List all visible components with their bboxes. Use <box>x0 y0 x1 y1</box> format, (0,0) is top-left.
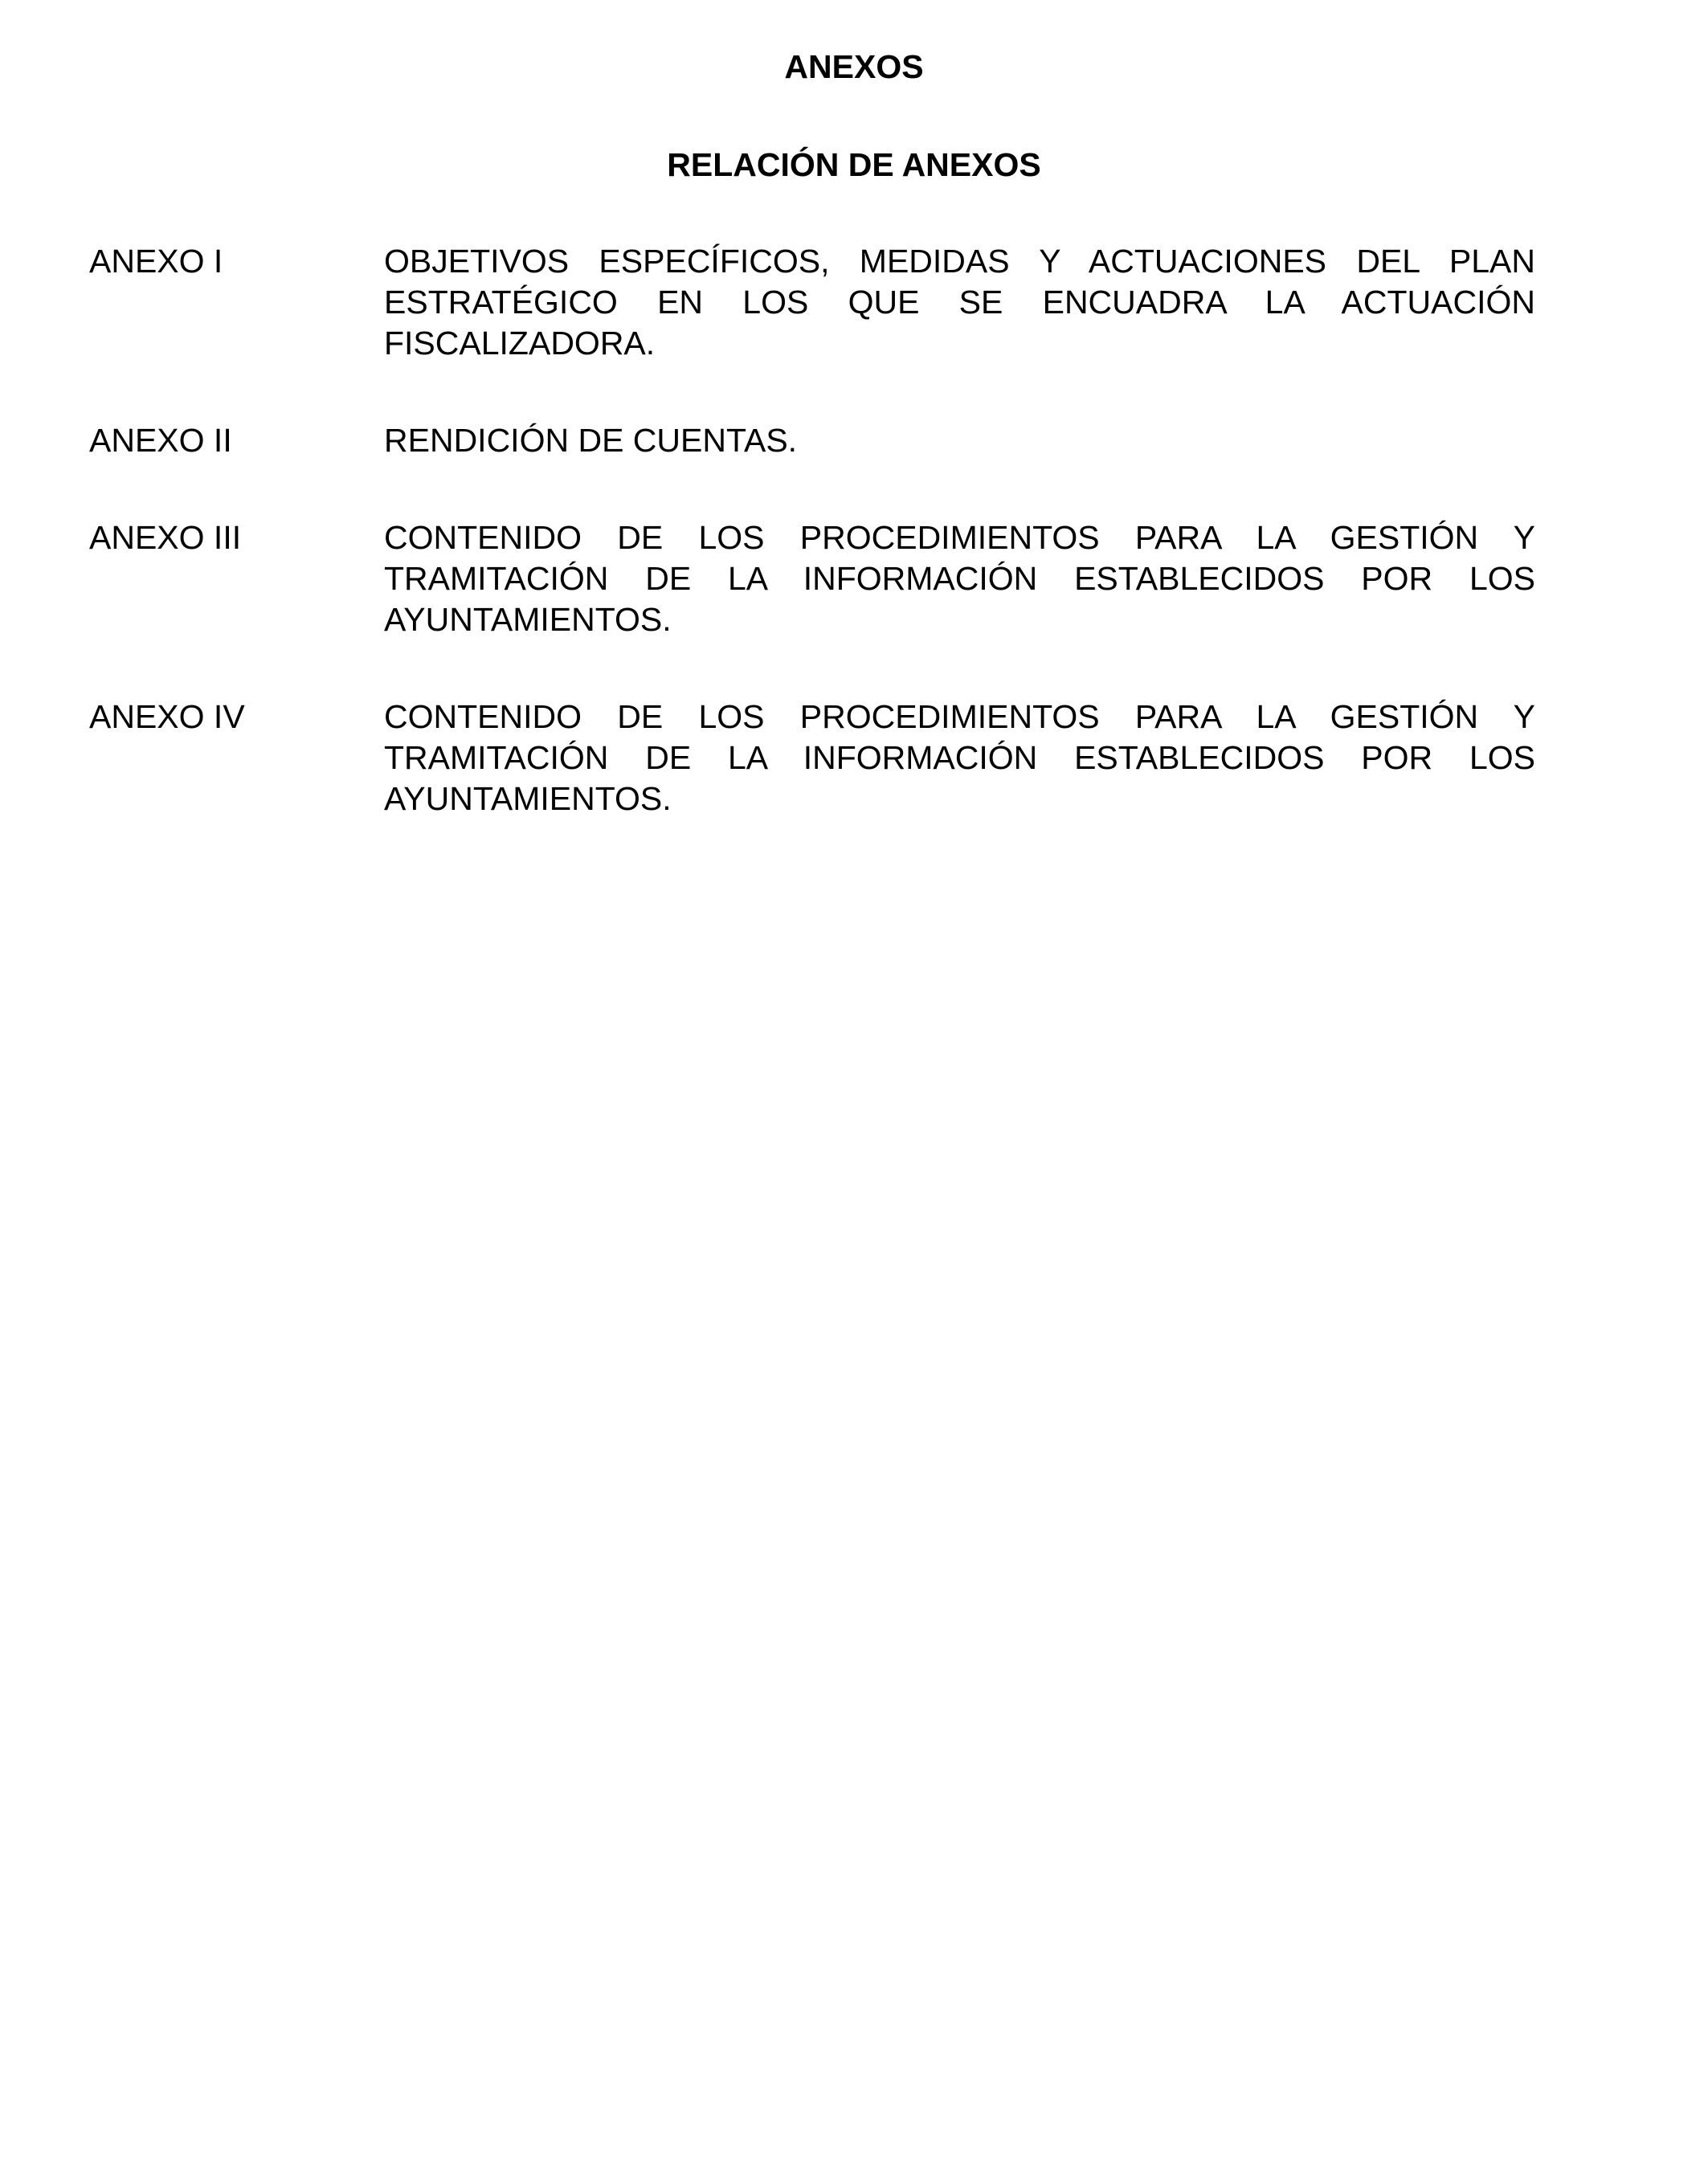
annex-list <box>89 241 1535 876</box>
annex-description: OBJETIVOS ESPECÍFICOS, MEDIDAS Y ACTUACIONES DEL PLAN ESTRATÉGICO EN LOS QUE SE ENCUADRA LA ACTUACIÓN FISCALIZADORA. <box>384 243 1535 362</box>
annex-label: ANEXO IV <box>89 698 245 735</box>
annex-item-3 <box>89 517 1535 640</box>
annex-description: RENDICIÓN DE CUENTAS. <box>384 422 798 459</box>
annex-item-4 <box>89 697 1535 819</box>
annex-item-1 <box>89 241 1535 364</box>
annex-description: CONTENIDO DE LOS PROCEDIMIENTOS PARA LA GESTIÓN Y TRAMITACIÓN DE LA INFORMACIÓN ESTABLECIDOS POR LOS AYUNTAMIENTOS. <box>384 519 1535 638</box>
section-title: RELACIÓN DE ANEXOS <box>667 146 1041 183</box>
annex-label: ANEXO II <box>89 422 232 459</box>
annex-label: ANEXO I <box>89 243 223 280</box>
annex-label: ANEXO III <box>89 519 242 556</box>
annex-item-2 <box>89 420 1535 461</box>
page-title: ANEXOS <box>784 48 924 85</box>
annex-description: CONTENIDO DE LOS PROCEDIMIENTOS PARA LA GESTIÓN Y TRAMITACIÓN DE LA INFORMACIÓN ESTABLECIDOS POR LOS AYUNTAMIENTOS. <box>384 698 1535 817</box>
